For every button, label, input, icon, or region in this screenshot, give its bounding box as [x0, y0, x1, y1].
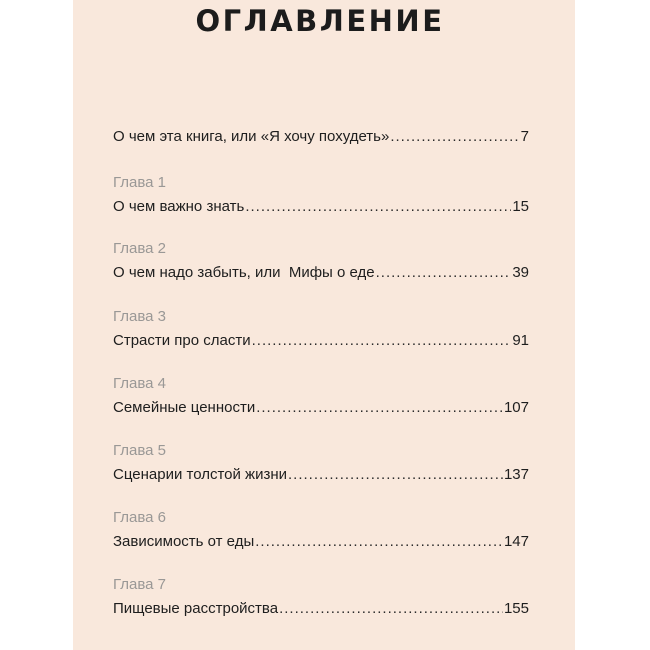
toc-entry-title: О чем важно знать	[113, 198, 245, 215]
toc-entry-chapter-2	[113, 240, 529, 282]
toc-entry-chapter-6	[113, 509, 529, 551]
dot-leader	[255, 533, 503, 551]
chapter-label: Глава 5	[113, 442, 167, 459]
toc-entry-chapter-1	[113, 174, 529, 216]
toc-page-number: 107	[503, 399, 529, 416]
toc-entry-title: Семейные ценности	[113, 399, 256, 416]
dot-leader	[245, 198, 511, 216]
chapter-label: Глава 2	[113, 240, 167, 257]
toc-entry-chapter-4	[113, 375, 529, 417]
toc-line	[113, 264, 529, 282]
toc-entry-title: О чем надо забыть, или Мифы о еде	[113, 264, 375, 281]
toc-entry-title: Страсти про сласти	[113, 332, 251, 349]
dot-leader	[252, 332, 512, 350]
dot-leader	[256, 399, 503, 417]
toc-line	[113, 466, 529, 484]
toc-line	[113, 332, 529, 350]
chapter-label: Глава 4	[113, 375, 167, 392]
chapter-label: Глава 1	[113, 174, 167, 191]
toc-page-number: 7	[520, 128, 529, 145]
toc-page-number: 155	[503, 600, 529, 617]
toc-line	[113, 399, 529, 417]
dot-leader	[288, 466, 503, 484]
toc-page-number: 91	[512, 332, 529, 349]
toc-entry-title: Сценарии толстой жизни	[113, 466, 288, 483]
toc-entry-title: О чем эта книга, или «Я хочу похудеть»	[113, 128, 390, 145]
dot-leader	[279, 600, 503, 618]
page-title: ОГЛАВЛЕНИЕ	[195, 4, 445, 38]
dot-leader	[390, 128, 519, 146]
toc-entry-title: Зависимость от еды	[113, 533, 255, 550]
chapter-label: Глава 6	[113, 509, 167, 526]
dot-leader	[376, 264, 512, 282]
toc-page-number: 15	[512, 198, 529, 215]
toc-entry-chapter-3	[113, 308, 529, 350]
toc-line	[113, 198, 529, 216]
toc-entry-title: Пищевые расстройства	[113, 600, 279, 617]
toc-entry-chapter-7	[113, 576, 529, 618]
chapter-label: Глава 7	[113, 576, 167, 593]
chapter-label: Глава 3	[113, 308, 167, 325]
toc-entry-chapter-5	[113, 442, 529, 484]
toc-line	[113, 128, 529, 146]
toc-page-number: 137	[503, 466, 529, 483]
toc-line	[113, 533, 529, 551]
toc-line	[113, 600, 529, 618]
toc-entry-intro	[113, 128, 529, 146]
toc-page-number: 39	[512, 264, 529, 281]
toc-page-number: 147	[503, 533, 529, 550]
